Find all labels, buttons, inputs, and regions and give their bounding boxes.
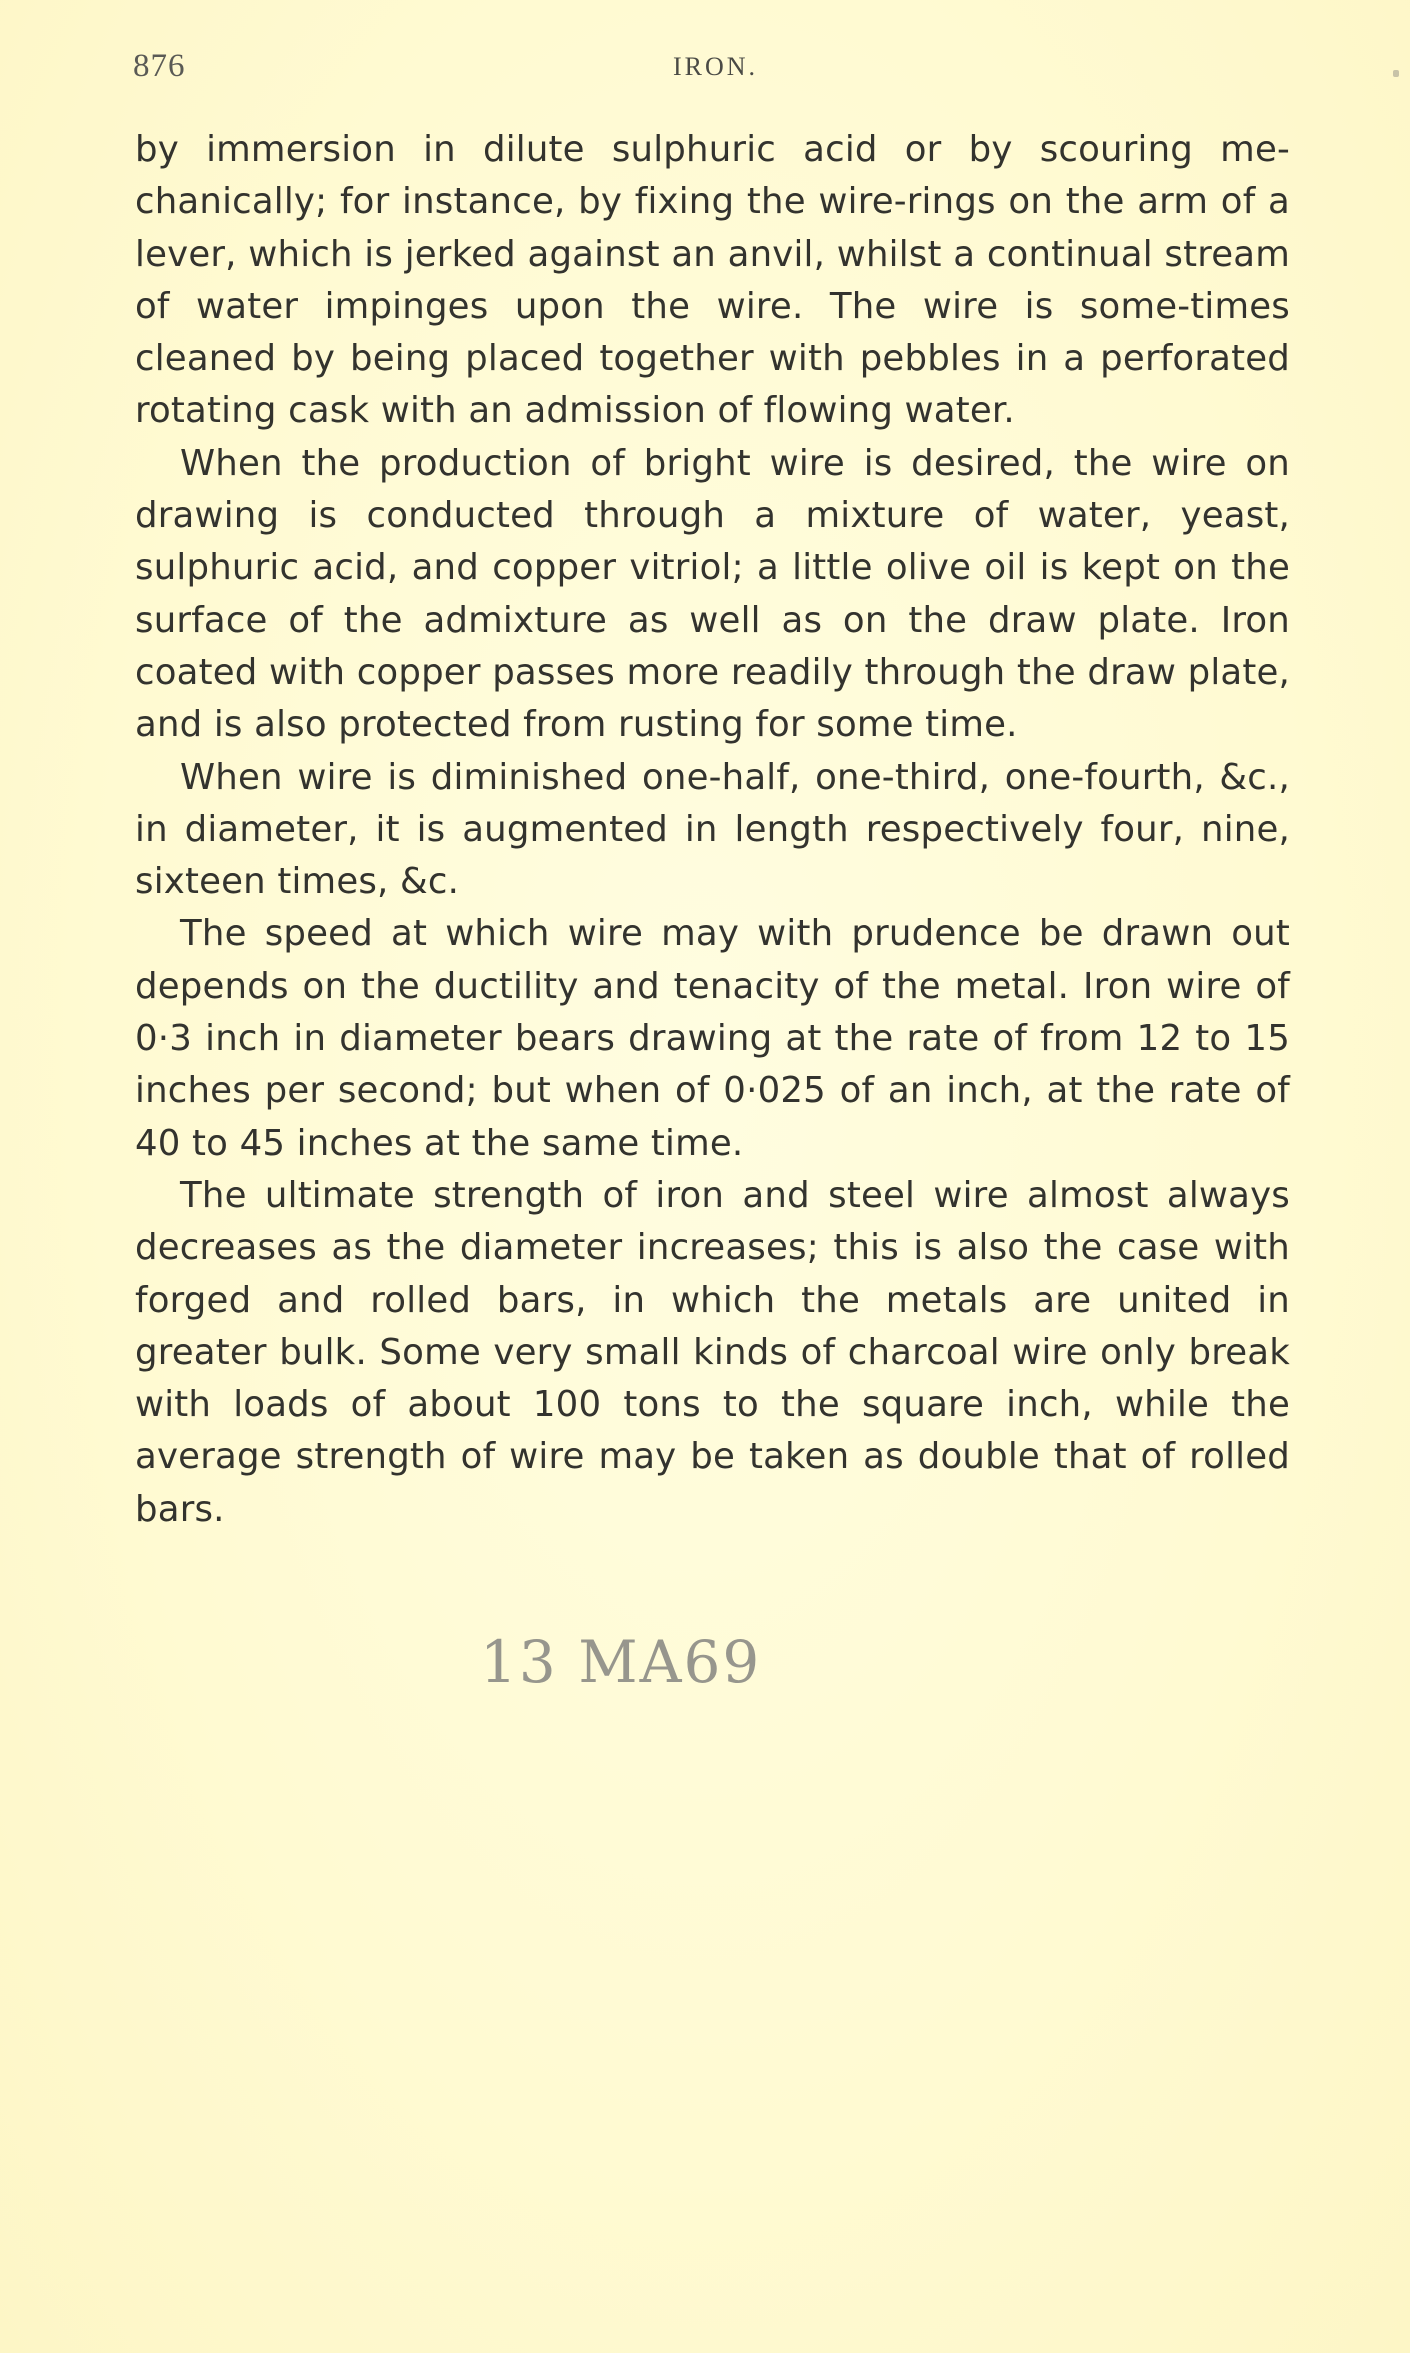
paragraph: When the production of bright wire is desired, the wire on drawing is conducted through a mixture of water, yeast, sulphuric acid, and copper vitriol; a little olive oil is kept on the surface of the admixture as well as on the draw plate. Iron coated with copper passes more readily through the draw plate, and is also protected from rusting for some time.	[135, 442, 1290, 746]
paragraph: When wire is diminished one-half, one-third, one-fourth, &c., in diameter, it is augmented in length respectively four, nine, sixteen times, &c.	[135, 756, 1290, 903]
page-number: 876	[133, 48, 186, 84]
paragraph: by immersion in dilute sulphuric acid or by scouring me-chanically; for instance, by fixing the wire-rings on the arm of a lever, which is jerked against an anvil, whilst a continual stream of water impinges upon the wire. The wire is some-times cleaned by being placed together with pebbles in a perforated rotating cask with an admission of flowing water.	[135, 129, 1290, 432]
body-text	[135, 124, 1290, 1536]
paragraph: The speed at which wire may with prudence be drawn out depends on the ductility and tenacity of the metal. Iron wire of 0·3 inch in diameter bears drawing at the rate of from 12 to 15 inches per second; but when of 0·025 of an inch, at the rate of 40 to 45 inches at the same time.	[135, 913, 1290, 1164]
date-stamp: 13 MA69	[480, 1628, 762, 1696]
edge-mark	[1393, 70, 1399, 77]
running-title: IRON.	[672, 52, 759, 81]
paragraph: The ultimate strength of iron and steel wire almost always decreases as the diameter increases; this is also the case with forged and rolled bars, in which the metals are united in greater bulk. Some very small kinds of charcoal wire only break with loads of about 100 tons to the square inch, while the average strength of wire may be taken as double that of rolled bars.	[135, 1174, 1290, 1530]
running-head	[133, 48, 1298, 88]
